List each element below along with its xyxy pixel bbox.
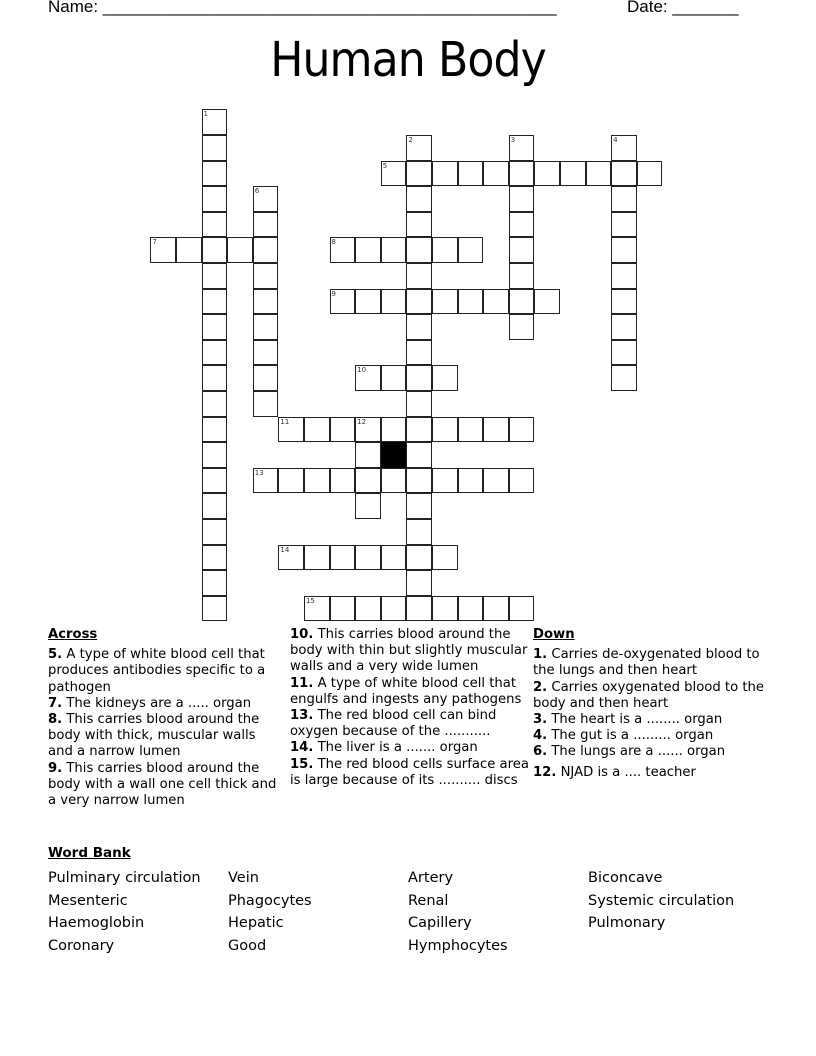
grid-cell[interactable] [560, 161, 586, 187]
grid-cell[interactable] [509, 263, 535, 289]
clue-text: The red blood cells surface area is large because of its .......... discs [290, 756, 529, 788]
clue-item [48, 696, 283, 712]
clue-text: This carries blood around the body with a wall one cell thick and a very narrow lumen [48, 760, 277, 809]
clue-text: This carries blood around the body with thick, muscular walls and a narrow lumen [48, 712, 260, 760]
grid-cell[interactable] [253, 186, 279, 212]
grid-cell[interactable] [355, 289, 381, 315]
grid-cell[interactable] [509, 186, 535, 212]
grid-cell[interactable] [278, 545, 304, 571]
clue-number: 15 [305, 596, 315, 605]
clue-item [290, 740, 530, 756]
grid-cell[interactable] [458, 237, 484, 263]
clue-number: 9 [331, 289, 337, 298]
grid-cell[interactable] [355, 417, 381, 443]
grid-cell[interactable] [611, 314, 637, 340]
grid-cell[interactable] [202, 391, 228, 417]
clue-number: 6. [533, 744, 548, 760]
clue-item [290, 676, 530, 708]
grid-cell[interactable] [611, 263, 637, 289]
clue-number: 12 [357, 417, 367, 426]
clue-number: 11. [290, 675, 314, 691]
down-clues-column [533, 627, 773, 781]
grid-cell[interactable] [202, 161, 228, 187]
grid-cell[interactable] [432, 237, 458, 263]
clue-item [533, 744, 773, 760]
crossword-grid [151, 110, 663, 622]
grid-cell[interactable] [458, 289, 484, 315]
grid-cell[interactable] [432, 468, 458, 494]
clue-number: 7. [48, 695, 63, 711]
grid-cell[interactable] [381, 545, 407, 571]
word-bank-column [408, 867, 588, 958]
grid-cell[interactable] [611, 289, 637, 315]
clue-number: 5 [382, 161, 388, 170]
grid-cell[interactable] [458, 596, 484, 622]
grid-cell[interactable] [406, 391, 432, 417]
grid-cell[interactable] [253, 391, 279, 417]
grid-cell[interactable] [406, 519, 432, 545]
grid-cell[interactable] [202, 186, 228, 212]
word-bank-item: Capillery [408, 915, 472, 932]
grid-cell[interactable] [304, 596, 330, 622]
word-bank-item: Good [228, 938, 267, 955]
clue-item [48, 761, 283, 810]
down-heading: Down [533, 627, 575, 642]
word-bank-item: Pulmonary [588, 915, 666, 932]
grid-cell[interactable] [355, 596, 381, 622]
word-bank-heading: Word Bank [48, 845, 131, 861]
grid-cell[interactable] [355, 468, 381, 494]
grid-cell[interactable] [586, 161, 612, 187]
grid-cell[interactable] [509, 237, 535, 263]
clue-number: 3 [510, 135, 516, 144]
grid-cell[interactable] [355, 442, 381, 468]
grid-cell[interactable] [330, 596, 356, 622]
grid-cell[interactable] [253, 212, 279, 238]
grid-cell[interactable] [406, 161, 432, 187]
clue-item [48, 712, 283, 761]
grid-cell[interactable] [432, 365, 458, 391]
grid-cell[interactable] [304, 417, 330, 443]
grid-cell[interactable] [278, 417, 304, 443]
grid-cell[interactable] [432, 545, 458, 571]
clue-item [533, 728, 773, 744]
clue-number: 11 [280, 417, 290, 426]
clue-item [533, 712, 773, 728]
grid-cell[interactable] [176, 237, 202, 263]
grid-cell[interactable] [381, 596, 407, 622]
grid-cell[interactable] [253, 263, 279, 289]
grid-cell[interactable] [611, 365, 637, 391]
grid-cell[interactable] [202, 442, 228, 468]
grid-cell[interactable] [202, 314, 228, 340]
clue-number: 4. [533, 728, 548, 744]
clue-text: The gut is a ......... organ [547, 728, 714, 744]
clue-number: 6 [254, 187, 260, 196]
grid-cell[interactable] [509, 314, 535, 340]
grid-cell[interactable] [304, 468, 330, 494]
grid-cell[interactable] [611, 135, 637, 161]
grid-cell[interactable] [406, 314, 432, 340]
grid-cell[interactable] [432, 161, 458, 187]
word-bank-column [48, 867, 228, 958]
grid-cell[interactable] [381, 289, 407, 315]
clue-number: 9. [48, 760, 63, 776]
grid-cell[interactable] [202, 212, 228, 238]
grid-cell[interactable] [611, 212, 637, 238]
word-bank-item: Renal [408, 892, 449, 909]
grid-cell[interactable] [611, 340, 637, 366]
grid-cell[interactable] [355, 237, 381, 263]
clue-number: 2. [533, 679, 548, 695]
clue-text: The lungs are a ...... organ [547, 744, 726, 760]
grid-cell[interactable] [381, 365, 407, 391]
clue-number: 8. [48, 712, 63, 728]
grid-cell[interactable] [330, 417, 356, 443]
grid-cell[interactable] [330, 545, 356, 571]
grid-cell[interactable] [202, 417, 228, 443]
grid-cell[interactable] [381, 237, 407, 263]
grid-cell[interactable] [458, 468, 484, 494]
clue-text: A type of white blood cell that produces antibodies specific to a pathogen [48, 647, 266, 695]
grid-cell[interactable] [509, 161, 535, 187]
grid-cell[interactable] [381, 468, 407, 494]
grid-cell[interactable] [202, 493, 228, 519]
grid-cell[interactable] [406, 263, 432, 289]
grid-cell[interactable] [483, 417, 509, 443]
grid-cell[interactable] [227, 237, 253, 263]
grid-cell[interactable] [253, 314, 279, 340]
word-bank-item: Biconcave [588, 870, 663, 886]
grid-cell[interactable] [406, 493, 432, 519]
grid-cell[interactable] [355, 545, 381, 571]
word-bank-column [228, 867, 408, 958]
grid-cell[interactable] [611, 237, 637, 263]
grid-cell[interactable] [150, 237, 176, 263]
clue-item [533, 765, 773, 781]
grid-cell[interactable] [406, 596, 432, 622]
grid-cell[interactable] [458, 417, 484, 443]
grid-cell[interactable] [202, 468, 228, 494]
grid-cell[interactable] [202, 570, 228, 596]
grid-cell[interactable] [253, 237, 279, 263]
down-clue-list [533, 647, 773, 781]
grid-cell[interactable] [483, 596, 509, 622]
word-bank-item: Hepatic [228, 915, 284, 932]
clue-number: 8 [331, 238, 337, 247]
grid-cell[interactable] [406, 340, 432, 366]
grid-cell[interactable] [509, 596, 535, 622]
grid-cell[interactable] [202, 109, 228, 135]
clue-number: 12. [533, 764, 557, 780]
clue-number: 13 [254, 468, 264, 477]
grid-cell[interactable] [406, 237, 432, 263]
grid-cell[interactable] [202, 365, 228, 391]
clue-text: Carries oxygenated blood to the body and then heart [533, 679, 764, 711]
grid-cell[interactable] [202, 596, 228, 622]
grid-cell[interactable] [432, 417, 458, 443]
clue-item [48, 647, 283, 696]
grid-cell[interactable] [330, 289, 356, 315]
grid-cell[interactable] [355, 365, 381, 391]
word-bank-column [588, 867, 768, 935]
grid-cell[interactable] [381, 161, 407, 187]
grid-cell[interactable] [253, 340, 279, 366]
grid-cell[interactable] [381, 417, 407, 443]
grid-cell[interactable] [202, 237, 228, 263]
grid-cell[interactable] [202, 340, 228, 366]
page-title: Human Body [270, 32, 546, 88]
grid-cell[interactable] [406, 289, 432, 315]
clue-number: 2 [408, 135, 413, 144]
grid-cell[interactable] [202, 135, 228, 161]
grid-cell[interactable] [509, 135, 535, 161]
clue-number: 4 [613, 135, 618, 144]
clue-number: 10. [290, 627, 314, 642]
clue-text: The heart is a ........ organ [547, 712, 723, 728]
clue-item [533, 680, 773, 712]
across-clues-column-1 [48, 627, 283, 809]
clue-text: A type of white blood cell that engulfs and ingests any pathogens [290, 675, 522, 707]
word-bank-item: Mesenteric [48, 892, 128, 909]
across-clues-column-2 [290, 627, 530, 789]
word-bank-item: Systemic circulation [588, 892, 735, 909]
grid-cell[interactable] [509, 289, 535, 315]
grid-cell[interactable] [304, 545, 330, 571]
clue-number: 5. [48, 647, 63, 663]
grid-cell[interactable] [406, 135, 432, 161]
grid-cell[interactable] [611, 161, 637, 187]
clue-item [533, 647, 773, 679]
across-clue-list [48, 647, 283, 809]
grid-cell[interactable] [406, 212, 432, 238]
word-bank-item: Haemoglobin [48, 915, 145, 932]
grid-cell[interactable] [483, 289, 509, 315]
grid-cell[interactable] [202, 289, 228, 315]
clue-text: NJAD is a .... teacher [556, 764, 696, 780]
grid-cell[interactable] [406, 545, 432, 571]
grid-cell[interactable] [406, 468, 432, 494]
clue-text: The red blood cell can bind oxygen because of the ........... [290, 708, 497, 740]
across-heading: Across [48, 627, 98, 642]
grid-cell[interactable] [432, 596, 458, 622]
word-bank-item: Pulminary circulation [48, 870, 201, 886]
grid-cell[interactable] [509, 212, 535, 238]
grid-cell[interactable] [534, 161, 560, 187]
clue-number: 1 [203, 110, 209, 119]
across-clue-list-continued [290, 627, 530, 789]
grid-cell[interactable] [483, 468, 509, 494]
clue-text: Carries de-oxygenated blood to the lungs and then heart [533, 647, 760, 679]
clue-text: The liver is a ....... organ [313, 740, 478, 756]
grid-cell[interactable] [202, 545, 228, 571]
grid-cell[interactable] [406, 442, 432, 468]
word-bank-item: Coronary [48, 938, 115, 955]
grid-cell[interactable] [253, 468, 279, 494]
grid-cell[interactable] [253, 365, 279, 391]
clue-number: 3. [533, 712, 548, 728]
grid-cell[interactable] [509, 468, 535, 494]
clue-number: 14 [280, 545, 290, 554]
grid-cell[interactable] [202, 519, 228, 545]
grid-cell[interactable] [406, 417, 432, 443]
grid-cell[interactable] [330, 237, 356, 263]
grid-cell[interactable] [406, 570, 432, 596]
clue-number: 10 [357, 366, 367, 375]
grid-cell[interactable] [202, 263, 228, 289]
word-bank-item: Vein [228, 870, 259, 886]
clue-number: 15. [290, 756, 314, 772]
grid-cell[interactable] [253, 289, 279, 315]
clue-text: This carries blood around the body with thin but slightly muscular walls and a very wide lumen [290, 627, 528, 675]
grid-cell[interactable] [355, 493, 381, 519]
grid-cell[interactable] [406, 186, 432, 212]
grid-cell[interactable] [637, 161, 663, 187]
clue-item [290, 757, 530, 789]
word-bank-item: Artery [408, 870, 454, 886]
word-bank-item: Hymphocytes [408, 938, 508, 955]
clue-number: 7 [152, 238, 157, 247]
word-bank-item: Phagocytes [228, 892, 312, 909]
clue-number: 1. [533, 647, 548, 663]
grid-cell[interactable] [458, 161, 484, 187]
black-cell [381, 442, 407, 468]
date-field-label: Date: _______ [627, 0, 739, 16]
name-field-label: Name: ________________________________________________ [48, 0, 557, 16]
grid-cell[interactable] [611, 186, 637, 212]
clue-number: 14. [290, 740, 314, 756]
grid-cell[interactable] [483, 161, 509, 187]
clue-item [290, 708, 530, 740]
grid-cell[interactable] [534, 289, 560, 315]
grid-cell[interactable] [509, 417, 535, 443]
grid-cell[interactable] [432, 289, 458, 315]
clue-item [290, 627, 530, 676]
grid-cell[interactable] [278, 468, 304, 494]
clue-number: 13. [290, 708, 314, 724]
clue-text: The kidneys are a ..... organ [62, 695, 252, 711]
grid-cell[interactable] [406, 365, 432, 391]
grid-cell[interactable] [330, 468, 356, 494]
